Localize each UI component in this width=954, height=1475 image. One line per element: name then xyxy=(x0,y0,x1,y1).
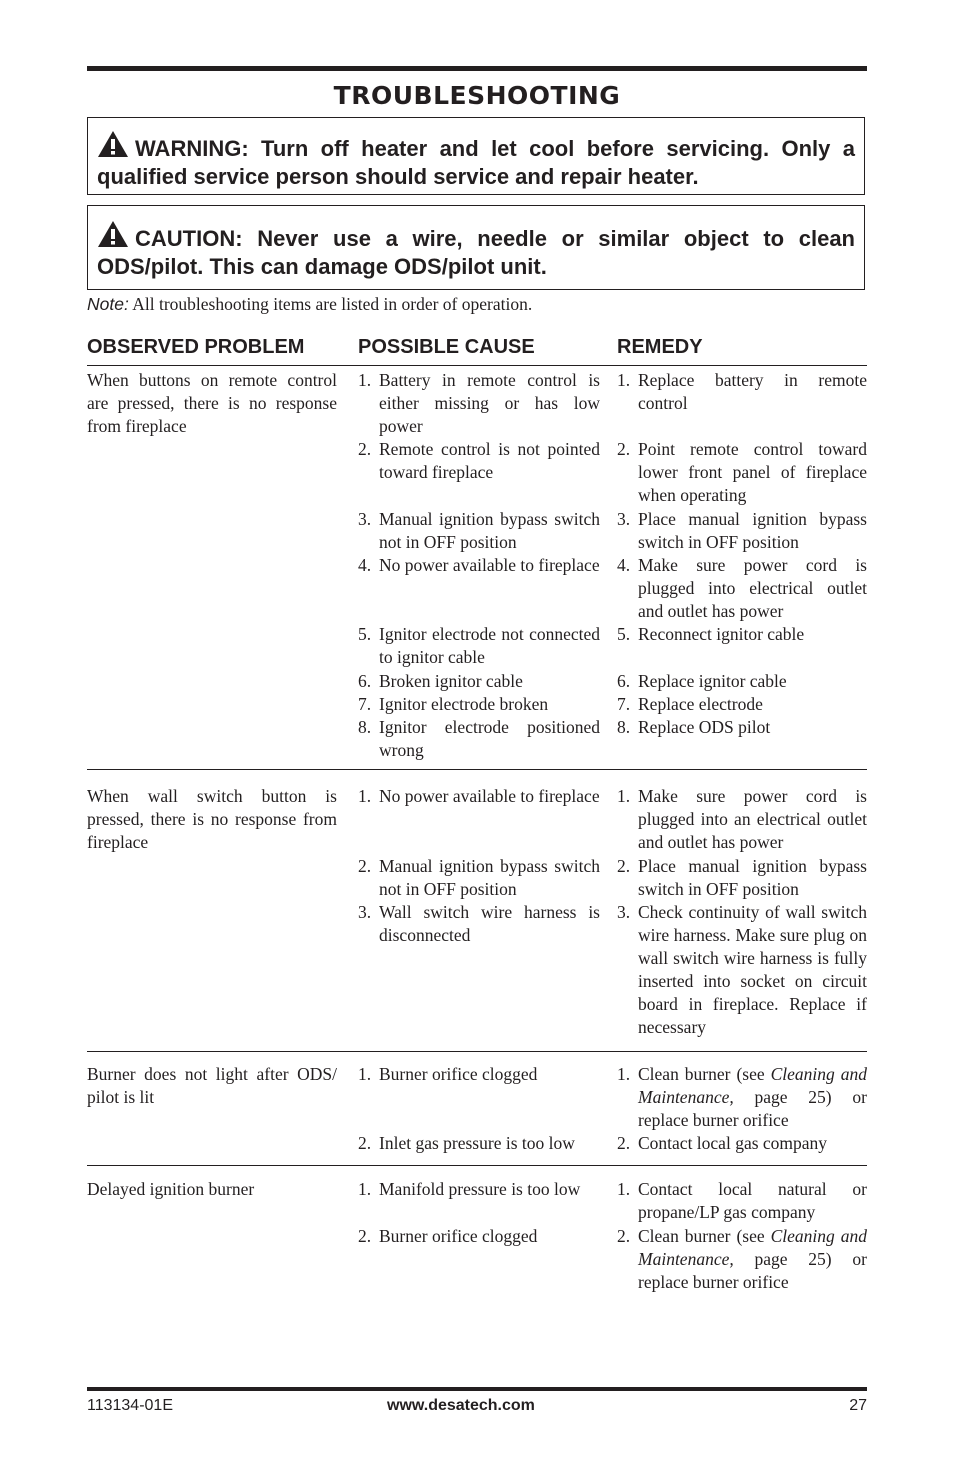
row-divider xyxy=(87,1165,867,1166)
header-observed-problem: OBSERVED PROBLEM xyxy=(87,336,305,358)
cause-text: Wall switch wire harness is disconnected xyxy=(379,902,600,946)
cause-text: Ignitor electrode broken xyxy=(379,694,549,714)
row-divider xyxy=(87,769,867,770)
remedy-number: 8. xyxy=(617,717,631,737)
cause-number: 3. xyxy=(358,902,372,922)
remedy-text: Contact local natural or propane/LP gas company xyxy=(638,1179,867,1223)
remedy-text: Make sure power cord is plugged into electrical outlet and outlet has power xyxy=(638,555,867,622)
top-rule xyxy=(87,66,867,71)
cause-text: No power available to fireplace xyxy=(379,555,600,575)
remedy-text: Replace ODS pilot xyxy=(638,717,771,737)
remedy-text xyxy=(638,1063,867,1132)
cause-number: 2. xyxy=(358,856,372,876)
remedy-reference: Cleaning and Maintenance, xyxy=(638,1226,867,1270)
remedy-text-part: Clean burner (see xyxy=(638,1064,771,1084)
cause-number: 1. xyxy=(358,786,372,806)
warning-triangle-icon xyxy=(97,220,129,248)
warning-triangle-icon xyxy=(97,130,129,158)
remedy-reference: Cleaning and Maintenance, xyxy=(638,1064,867,1108)
remedy-number: 2. xyxy=(617,439,631,459)
remedy-number: 1. xyxy=(617,1179,631,1199)
note-label: Note: xyxy=(87,294,129,314)
cause-number: 4. xyxy=(358,555,372,575)
row-divider xyxy=(87,1051,867,1052)
cause-number: 1. xyxy=(358,1064,372,1084)
cause-text: Ignitor electrode not connected to ignitor cable xyxy=(379,624,600,668)
warning-text: WARNING: Turn off heater and let cool before servicing. Only a qualified service person should service and repair heater. xyxy=(97,136,855,189)
cause-text: Burner orifice clogged xyxy=(379,1064,538,1084)
remedy-number: 2. xyxy=(617,1226,631,1246)
remedy-number: 3. xyxy=(617,902,631,922)
cause-number: 5. xyxy=(358,624,372,644)
cause-text: Manual ignition bypass switch not in OFF position xyxy=(379,509,600,553)
remedy-number: 1. xyxy=(617,1064,631,1084)
note-text: All troubleshooting items are listed in order of operation. xyxy=(128,294,533,314)
cause-text: Manual ignition bypass switch not in OFF position xyxy=(379,856,600,900)
remedy-number: 7. xyxy=(617,694,631,714)
cause-text: Battery in remote control is either missing or has low power xyxy=(379,370,600,437)
remedy-text: Place manual ignition bypass switch in OFF position xyxy=(638,856,867,900)
cause-number: 7. xyxy=(358,694,372,714)
page-title: TROUBLESHOOTING xyxy=(333,81,621,110)
remedy-text: Make sure power cord is plugged into an electrical outlet and outlet has power xyxy=(638,786,867,853)
remedy-text: Place manual ignition bypass switch in OFF position xyxy=(638,509,867,553)
remedy-text: Point remote control toward lower front panel of fireplace when operating xyxy=(638,439,867,506)
remedy-text-part: page 25) or replace burner orifice xyxy=(638,1087,867,1131)
cause-text: Inlet gas pressure is too low xyxy=(379,1133,575,1153)
remedy-text: Replace ignitor cable xyxy=(638,671,787,691)
remedy-text-part: Clean burner (see xyxy=(638,1226,771,1246)
remedy-number: 1. xyxy=(617,370,631,390)
document-number: 113134-01E xyxy=(87,1397,173,1414)
cause-text: Burner orifice clogged xyxy=(379,1226,538,1246)
header-rule xyxy=(87,365,867,366)
warning-box xyxy=(87,117,865,195)
remedy-text: Check continuity of wall switch wire harness. Make sure plug on wall switch wire harness is fully inserted into socket on circuit board in fireplace. Replace if necessary xyxy=(638,902,867,1038)
cause-text: Remote control is not pointed toward fireplace xyxy=(379,439,600,483)
cause-text: Manifold pressure is too low xyxy=(379,1179,581,1199)
cause-number: 3. xyxy=(358,509,372,529)
website-link[interactable]: www.desatech.com xyxy=(387,1397,535,1414)
remedy-number: 6. xyxy=(617,671,631,691)
caution-text: CAUTION: Never use a wire, needle or similar object to clean ODS/pilot. This can damage ODS/pilot unit. xyxy=(97,226,855,279)
remedy-number: 2. xyxy=(617,856,631,876)
remedy-number: 1. xyxy=(617,786,631,806)
cause-text: Broken ignitor cable xyxy=(379,671,523,691)
cause-number: 2. xyxy=(358,439,372,459)
cause-text: Ignitor electrode positioned wrong xyxy=(379,717,600,761)
problem-cell: When wall switch button is pressed, there is no response from fireplace xyxy=(87,786,337,853)
header-possible-cause: POSSIBLE CAUSE xyxy=(358,336,535,358)
header-remedy: REMEDY xyxy=(617,336,703,358)
problem-cell: Burner does not light after ODS/ pilot is lit xyxy=(87,1064,337,1108)
cause-number: 6. xyxy=(358,671,372,691)
remedy-text: Replace electrode xyxy=(638,694,763,714)
problem-cell: Delayed ignition burner xyxy=(87,1179,255,1199)
cause-number: 8. xyxy=(358,717,372,737)
caution-box xyxy=(87,205,865,290)
cause-number: 1. xyxy=(358,1179,372,1199)
cause-text: No power available to fireplace xyxy=(379,786,600,806)
note xyxy=(87,292,867,316)
remedy-text: Replace battery in remote control xyxy=(638,370,867,414)
remedy-number: 5. xyxy=(617,624,631,644)
cause-number: 1. xyxy=(358,370,372,390)
remedy-number: 2. xyxy=(617,1133,631,1153)
bottom-rule xyxy=(87,1387,867,1391)
problem-cell: When buttons on remote control are pressed, there is no response from fireplace xyxy=(87,370,337,437)
remedy-number: 4. xyxy=(617,555,631,575)
remedy-text xyxy=(638,1225,867,1294)
page-number: 27 xyxy=(849,1397,867,1414)
cause-number: 2. xyxy=(358,1133,372,1153)
remedy-number: 3. xyxy=(617,509,631,529)
remedy-text: Reconnect ignitor cable xyxy=(638,624,805,644)
cause-number: 2. xyxy=(358,1226,372,1246)
remedy-text: Contact local gas company xyxy=(638,1133,828,1153)
remedy-text-part: page 25) or replace burner orifice xyxy=(638,1249,867,1293)
